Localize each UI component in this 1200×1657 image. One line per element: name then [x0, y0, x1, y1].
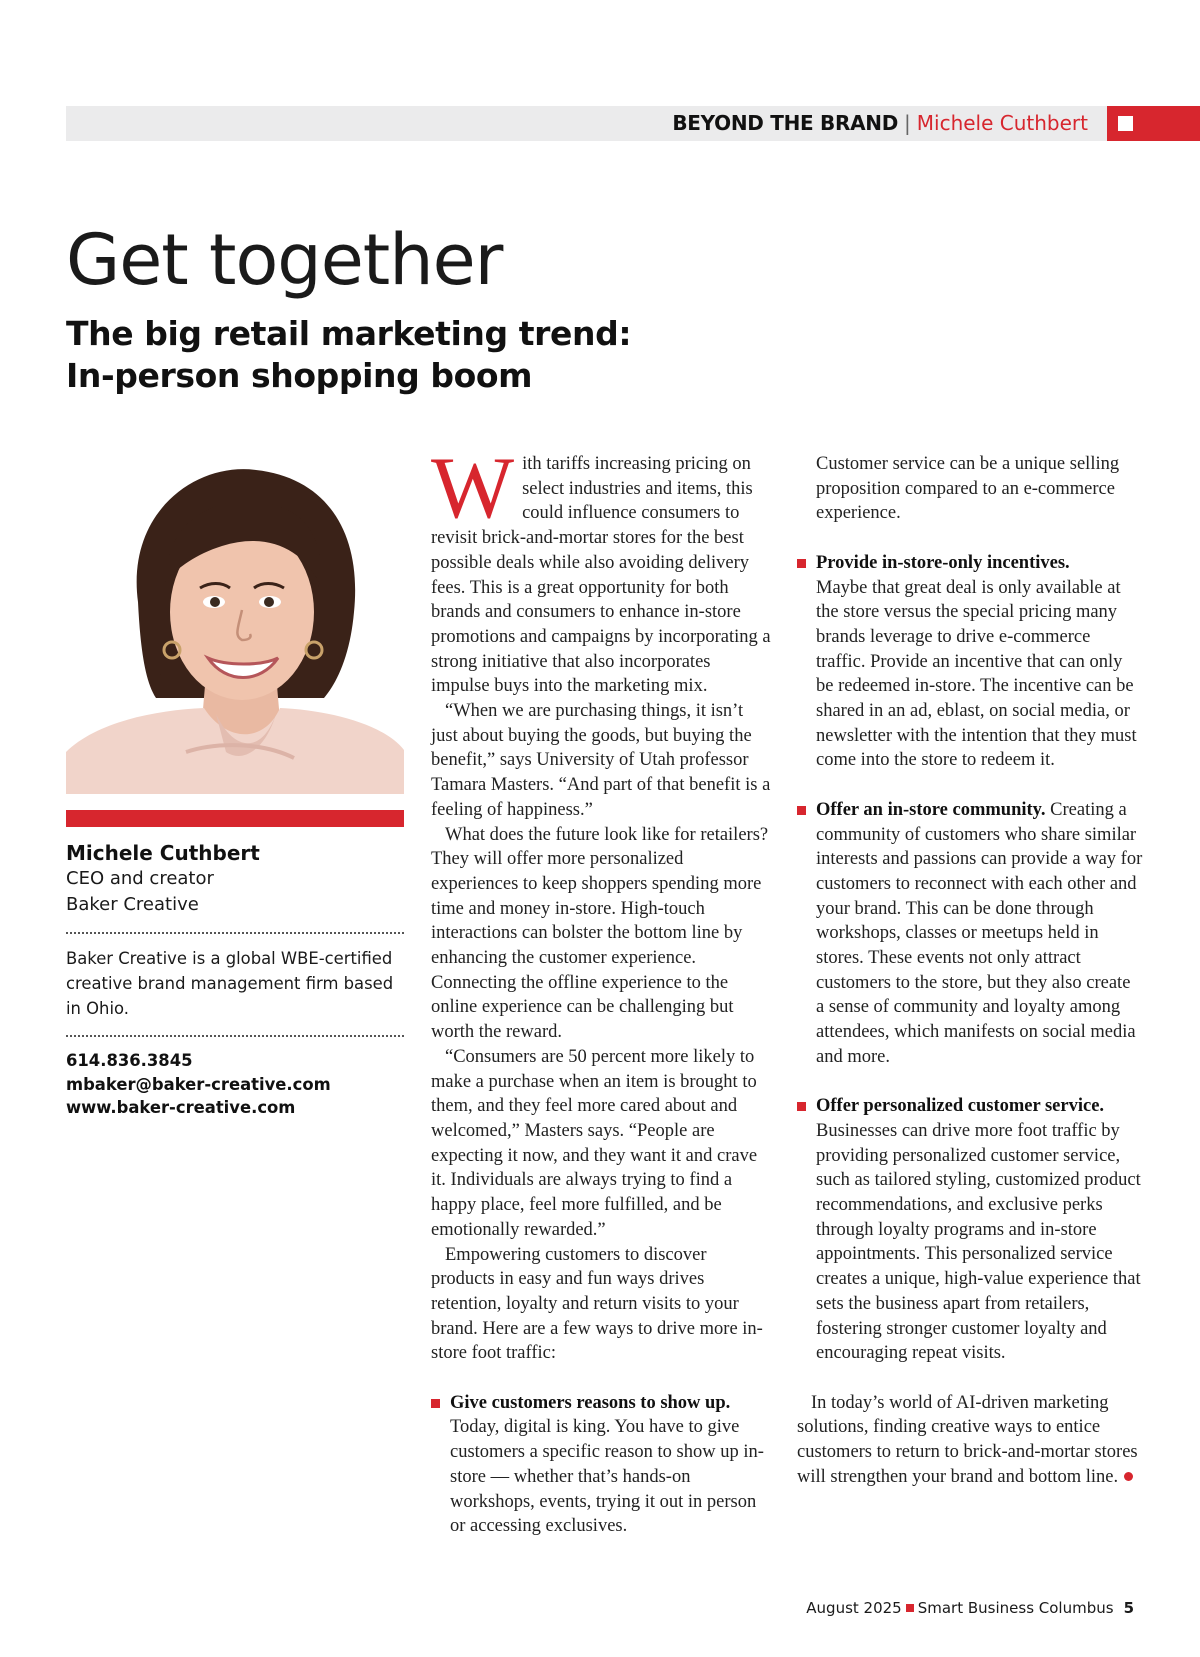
- article-column-2: [797, 452, 1143, 1489]
- body-paragraph: What does the future look like for retailers? They will offer more personalized experiences to keep shoppers spending more time and money in-store. High-touch interactions can bolster the bottom line by enhancing the customer experience. Connecting the offline experience to the online experience can be challenging but worth the reward.: [431, 824, 769, 1043]
- body-paragraph: “Consumers are 50 percent more likely to make a purchase when an item is brought to them, and they feel more cared about and welcomed,” Masters says. “People are expecting it now, and they want it and crave it. Individuals are always trying to find a happy place, feel more fulfilled, and be emotionally rewarded.”: [431, 1046, 758, 1240]
- bullet-heading: Give customers reasons to show up.: [450, 1392, 731, 1413]
- subtitle-line-1: The big retail marketing trend:: [66, 314, 632, 353]
- subtitle-line-2: In-person shopping boom: [66, 356, 533, 395]
- footer-issue: August 2025: [806, 1599, 902, 1617]
- bullet-heading: Offer personalized customer service.: [816, 1096, 1105, 1117]
- body-paragraph: “When we are purchasing things, it isn’t just about buying the goods, but buying the benefit,” says University of Utah professor Tamara Masters. “And part of that benefit is a feeling of happiness.”: [431, 701, 771, 820]
- author-email[interactable]: mbaker@baker-creative.com: [66, 1074, 331, 1094]
- drop-cap: W: [431, 440, 515, 537]
- section-label: BEYOND THE BRAND: [672, 111, 899, 135]
- bullet-heading: Provide in-store-only incentives.: [816, 552, 1070, 573]
- page-number: 5: [1123, 1599, 1134, 1617]
- end-mark-icon: [1124, 1472, 1133, 1481]
- spacer: [431, 1366, 771, 1391]
- bullet-heading: Offer an in-store community.: [816, 799, 1046, 820]
- divider: [66, 1035, 404, 1037]
- bullet-text: Maybe that great deal is only available at the store versus the special pricing many brands leverage to drive e-commerce traffic. Provide an incentive that can only be redeemed in-store. The incentive can be shared in an ad, eblast, on social media, or newsletter with the intention that they must come into the store to redeem it.: [816, 577, 1137, 771]
- bullet-text: Today, digital is king. You have to give customers a specific reason to show up in-store — whether that’s hands-on workshops, events, trying it out in person or accessing exclusives.: [450, 1417, 764, 1537]
- paragraph-text: ith tariffs increasing pricing on select industries and items, this could influence consumers to revisit brick-and-mortar stores for the best possible deals while also avoiding delivery fees. This is a great opportunity for both brands and consumers to enhance in-store promotions and campaigns by incorporating a strong initiative that also incorporates impulse buys into the marketing mix.: [431, 454, 771, 697]
- bullet-item: [797, 798, 1143, 1070]
- author-role: CEO and creator: [66, 868, 214, 889]
- closing-text: In today’s world of AI-driven marketing solutions, finding creative ways to entice customers to return to brick-and-mortar stores will strengthen your brand and bottom line.: [797, 1392, 1138, 1487]
- bullet-text: Businesses can drive more foot traffic by providing personalized customer service, such as tailored styling, customized product recommendations, and exclusive perks through loyalty programs and in-store appointments. This personalized service creates a unique, high-value experience that sets the business apart from retailers, fostering stronger customer loyalty and encouraging repeat visits.: [816, 1120, 1141, 1364]
- portrait-illustration: [66, 452, 404, 794]
- article-subtitle: [66, 313, 766, 397]
- spacer: [797, 526, 1143, 551]
- spacer: [797, 773, 1143, 798]
- author-name: Michele Cuthbert: [66, 841, 260, 865]
- article-column-1: [431, 440, 771, 1539]
- author-website[interactable]: www.baker-creative.com: [66, 1098, 296, 1117]
- header-author: Michele Cuthbert: [916, 111, 1088, 135]
- article-title: Get together: [66, 219, 503, 301]
- bullet-item: [431, 1391, 771, 1539]
- bullet-continuation: Customer service can be a unique selling proposition compared to an e-commerce experience.: [816, 454, 1120, 524]
- author-accent-bar: [66, 810, 404, 827]
- divider: [66, 932, 404, 934]
- author-phone: 614.836.3845: [66, 1051, 193, 1070]
- square-icon: [1118, 116, 1133, 131]
- section-header: [672, 106, 1088, 141]
- author-company: Baker Creative: [66, 894, 199, 915]
- spacer: [797, 1070, 1143, 1095]
- body-paragraph: Empowering customers to discover products in easy and fun ways drives retention, loyalty and return visits to your brand. Here are a few ways to drive more in-store foot traffic:: [431, 1244, 763, 1364]
- closing-paragraph: [797, 1391, 1143, 1490]
- bullet-item: [797, 551, 1143, 773]
- page-footer: [806, 1596, 1134, 1620]
- author-portrait: [66, 452, 404, 794]
- author-bio: Baker Creative is a global WBE-certified creative brand management firm based in Ohio.: [66, 949, 394, 1018]
- body-paragraph: [431, 440, 771, 699]
- spacer: [797, 1366, 1143, 1391]
- footer-publication: Smart Business Columbus: [917, 1599, 1114, 1617]
- author-box: [66, 840, 404, 1120]
- header-separator: |: [904, 111, 911, 135]
- footer-square-icon: [906, 1604, 914, 1612]
- bullet-text: Creating a community of customers who share similar interests and passions can provide a way for customers to reconnect with each other and your brand. This can be done through workshops, classes or meetups held in stores. These events not only attract customers to the store, but they also create a sense of community and loyalty among attendees, which manifests on social media and more.: [816, 799, 1143, 1067]
- bullet-item: [797, 1094, 1143, 1366]
